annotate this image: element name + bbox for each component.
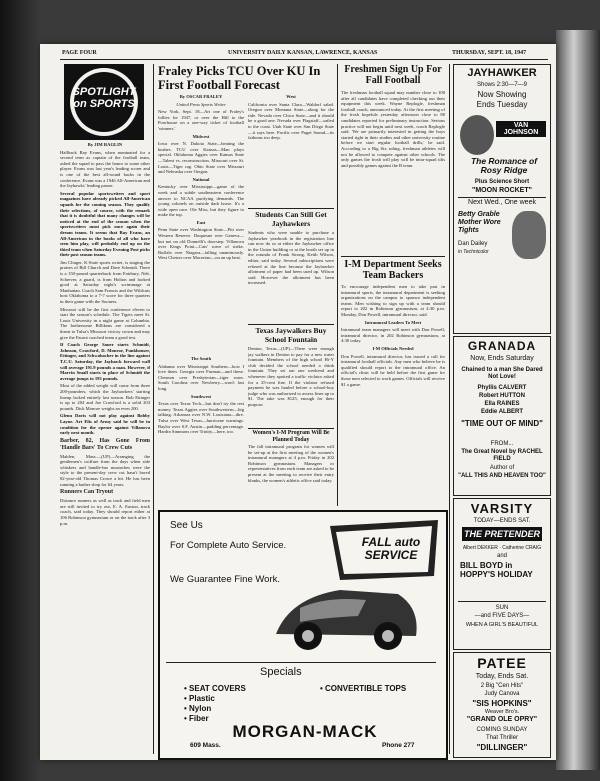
spotlight-paragraph: If Coach George Sauer starts Schmidt, Johnson, Crawford, D. Monroe, Funkhouser, Ettinger, and Schwabacher in the line against T.C.U. Saturday, the Jayhawk forward wall will average 191.9 pounds a man. However, if Marvin Small starts in place of Schmidt the average jumps to 193 pounds. bbox=[60, 342, 150, 381]
fraley-picks: Penn State over Washington State—Pitt over Western Reserve. Duquesne over Geneva—but not on old Donnelli's doorstep. Villanova over Kings Point—Cats' wave of strike. Buffalo over Niagara—falling unanimously. West Chester over Moravian—on an up beat. bbox=[158, 227, 244, 261]
freshmen-story bbox=[341, 90, 445, 254]
jayhawker-ad bbox=[453, 64, 551, 334]
column-rule bbox=[449, 64, 450, 754]
actress-portrait bbox=[512, 211, 546, 259]
jayhawker-film2: Betty Grable Mother Wore Tights bbox=[458, 211, 501, 234]
jayhawker-tech: in Technicolor bbox=[458, 249, 489, 255]
spotlight-paragraph: Several popular sportswriters and sport magazines have already picked All-American squads for the coming season. They qualify their selections, of course, with the remark that it is doubtful that many changes will be noticed at the end of the season when the sportswriters must pick once again their dream teams. It seems that Ray Evans, an All-American in the books of all who have seen him play, will probably end up on the third team when Saturday Evening Post picks their post season teams. bbox=[60, 190, 150, 258]
special-item-label: SEAT COVERS bbox=[189, 684, 246, 693]
freshmen-text: The freshman football squad may number close to 100 after all candidates have completed checking out their equipment this week. Wayne Replogle, freshman football coach, announced today. At the first meeting of the frosh hopefuls yesterday afternoon close to 80 candidates reported for preliminary instruction. Serious practice will not begin until next week, coach Replogle said. 'We are primarily interested in getting the boys started right in their studies and other university routine before we start regular football drills,' he said. According to a Big Six ruling, freshman athletes will not be allowed to compete against other schools. The only games the frosh will play will be intra-squad tilts and possibly games against the B team. bbox=[341, 90, 445, 168]
newspaper-page bbox=[40, 44, 556, 760]
patee-film2: "GRAND OLE OPRY" bbox=[466, 716, 538, 723]
granada-ad bbox=[453, 336, 551, 496]
patee-title: PATEE bbox=[477, 655, 527, 671]
special-item: • SEAT COVERS bbox=[184, 684, 246, 693]
header-rule bbox=[60, 59, 548, 60]
special-item: • Fiber bbox=[184, 714, 209, 723]
granada-cast: Eddie ALBERT bbox=[480, 409, 524, 415]
spotlight-paragraph: Halfback Ray Evans, when nominated for a second term as captain of the football team, asked the squad to pass the honor to some other player. Evans was last year's leading scorer and is one of the best all-round backs in the conference. Evans was a 1946 All-American and the Jayhawks' leading passer. bbox=[60, 149, 150, 189]
fraley-picks: Texas over Texas Tech—but don't try the rest money. Texas Aggies over Southwestern—big talking. Arkansas over N.W. Louisiana—dire. Tulsa over West Texas—hurricane warnings. Baylor over S.F. Austin—padding percentage. Hardin Simmons over Trinity—here, too. bbox=[158, 401, 244, 435]
convertible-tops: • CONVERTIBLE TOPS bbox=[320, 684, 407, 693]
masthead: UNIVERSITY DAILY KANSAN, LAWRENCE, KANSAS bbox=[228, 50, 378, 56]
students-story bbox=[248, 230, 334, 322]
womens-im-text: The fall intramural program for women will be set-up at the first meeting of the women's intramural managers at 4 p.m. Friday in 202 Robinson gymnasium. Managers or representatives from each team are asked to be present at the meeting to receive their entry blanks, the women's athletic office said today. bbox=[248, 444, 334, 483]
ad-rule bbox=[166, 662, 436, 663]
fraley-region: West bbox=[286, 94, 296, 99]
story-rule bbox=[341, 256, 445, 257]
granada-cast: Ella RAINES bbox=[484, 401, 520, 407]
granada-cast: Robert HUTTON bbox=[479, 393, 525, 399]
jayhawker-next: Next Wed., One week bbox=[468, 199, 536, 206]
granada-from: FROM... bbox=[490, 441, 514, 447]
varsity-sun: SUN bbox=[495, 605, 509, 611]
fountain-headline: Texas Jaywalkers Buy School Fountain bbox=[255, 326, 327, 344]
jayhawker-shows: Shows 2:30—7—9 bbox=[476, 82, 528, 88]
fraley-lead: New York, Sept. 18—Art one of Fraley's follies for 1947, or over the Hill to the Poorhouse on a one-way ticket of football 'winners.' bbox=[158, 109, 244, 131]
fountain-story bbox=[248, 346, 334, 426]
spotlight-paragraph: Missouri will be the first conference eleven to start the season's schedule. The Tigers meet St. Louis University in a night game at Columbia. The bothersome Billikens are considered a threat to Tulsa's Missouri victory crown and may give the Faurot coached team a good test. bbox=[60, 306, 150, 340]
patee-sub: That Thriller bbox=[486, 735, 518, 741]
runners-headline: Runners Can Tryout bbox=[60, 489, 114, 496]
fraley-picks: Alabama over Mississippi Southern—how I love them. Georgia over Furman—and these. Clemson over Presbyterian—tiger roars. South Carolina over Newberry—won't last long. bbox=[158, 363, 244, 391]
varsity-ends: TODAY—ENDS SAT. bbox=[473, 518, 531, 524]
fraley-column-1 bbox=[158, 94, 244, 354]
jayhawker-ends: Ends Tuesday bbox=[476, 100, 528, 109]
patee-ends: Today, Ends Sat. bbox=[475, 673, 529, 680]
convertible-label: CONVERTIBLE TOPS bbox=[325, 684, 407, 693]
page-number: PAGE FOUR bbox=[62, 50, 97, 56]
varsity-ad bbox=[453, 498, 551, 650]
varsity-film: THE PRETENDER bbox=[463, 529, 540, 539]
special-item: • Nylon bbox=[184, 704, 212, 713]
fraley-credit: United Press Sports Writer bbox=[176, 101, 226, 107]
spotlight-paragraph: Glenn Davis will not play against Bobby Layne. Art Elis of Army said he will be in condition for the opener against Villanova early next month. bbox=[60, 413, 150, 436]
granada-novel: The Great Novel by RACHEL FIELD bbox=[461, 449, 543, 462]
fraley-byline: By OSCAR FRALEY bbox=[179, 94, 223, 99]
patee-star: Judy Canova bbox=[484, 691, 520, 697]
spotlight-column bbox=[60, 142, 150, 754]
spotlight-byline: By JIM RAGLIN bbox=[87, 142, 123, 147]
morgan-mack-name: MORGAN-MACK bbox=[232, 722, 378, 741]
varsity-title: VARSITY bbox=[470, 501, 534, 516]
column-rule bbox=[153, 64, 154, 754]
actor-portrait bbox=[460, 115, 494, 155]
fraley-region: Midwest bbox=[192, 133, 210, 139]
students-headline: Students Can Still Get Jayhawkers bbox=[255, 210, 327, 228]
ad-rule bbox=[458, 197, 546, 198]
fraley-region: Southwest bbox=[190, 393, 212, 399]
fountain-text: Denton, Texas—(UP)—There were enough jay walkers in Denton to pay for a new water fountain. Members of the high school Hi-Y club decided the school needed a drink fountain. They set out one weekend and whenever they spotted a traffic violator asked for a 25-cent fine. If the violator refused payment he was hauled before a school-boy judge who was authorized to assess fines up to $1. The take was $125, enough for their purpose. bbox=[248, 346, 334, 407]
patee-film3: "DILLINGER" bbox=[476, 743, 528, 752]
ad-address: 609 Mass. bbox=[190, 742, 221, 749]
jayhawker-film: The Romance of Rosy Ridge bbox=[470, 156, 538, 175]
spotlight-paragraph: Jim Clinger, K-State sports writer, is singing the praises of Bill Church and Dave Schmidt. There is a 150-pound quarterback from Fairbury, Neb. Schrever, a guard, is from Holton and looked good at Saturday night's scrimmage at Manhattan. Coach Sam Francis and the Wildcats host Oklahoma to a 7-7 score for three quarters in their game with the Sooners. bbox=[60, 259, 150, 305]
varsity-cast: Albert DEKKER · Catherine CRAIG bbox=[462, 545, 542, 551]
granada-film2: "TIME OUT OF MIND" bbox=[461, 419, 543, 428]
im-story bbox=[341, 284, 445, 506]
fraley-picks: Kentucky over Mississippi—game of the week and a subtle southeastern conference answer to NCAA purifying demands. The young colonels on outside dark horse. It's a wide open race. Ole Miss, but they figure to make the top. bbox=[158, 184, 244, 218]
jayhawker-plus: Plus Science Short bbox=[474, 179, 530, 185]
barber-headline: Barber, 82, Has Gone From 'Handle Bars' To Crew Cuts bbox=[60, 437, 150, 451]
fraley-column-3 bbox=[248, 94, 334, 206]
fraley-region: National bbox=[192, 176, 210, 182]
im-subhead: Intramural Leaders To Meet bbox=[364, 319, 422, 325]
patee-hits: 2 Big "Cen Hits" bbox=[480, 683, 524, 689]
granada-book: "ALL THIS AND HEAVEN TOO" bbox=[458, 473, 546, 479]
jayhawker-now: Now Showing bbox=[477, 90, 527, 99]
spotlight-title: SPOTLIGHT on SPORTS bbox=[72, 86, 136, 110]
im-headline: I-M Department Seeks Team Backers bbox=[344, 259, 442, 281]
fraley-headline: Fraley Picks TCU Over KU In First Football Forecast bbox=[158, 64, 321, 92]
binding-shadow bbox=[0, 0, 40, 781]
story-rule bbox=[248, 428, 334, 429]
fraley-region: The South bbox=[190, 356, 212, 361]
ad-rule bbox=[458, 601, 546, 602]
fraley-picks: Iowa over N. Dakota State—beating the bushes. TCU over Kansas—Man plays special. Oklahoma Aggies over Kansas State—Talent vs. reconstruction. Missouri over St. Louis—Tiger rag. Ohio State over Missouri and Nebraska over Oregon. bbox=[158, 141, 244, 175]
barber-story: Malden, Mass.—(UP)—Arranging the gentlemen's coiffure from the days when side whiskers and handle-bar mustaches were the style to the present-day crew cut hasn't bored 82-year-old Thomas Crowe a bit. He has been running a barber shop for 64 years. bbox=[60, 453, 150, 487]
fall-service-sign: FALL auto SERVICE bbox=[361, 535, 421, 562]
varsity-film4: WHEN A GIRL'S BEAUTIFUL bbox=[465, 622, 539, 628]
granada-cast: Phyllis CALVERT bbox=[477, 385, 527, 391]
freshmen-headline: Freshmen Sign Up For Fall Football bbox=[344, 64, 442, 86]
jayhawker-star: VAN JOHNSON bbox=[496, 121, 546, 137]
im-text: Don Powell, intramural director, has issued a call for intramural football officials. Any men who believe he is qualified should report to the intramural office. An official's clinic will be held before the first game for those men selected to work games. Officials will receive $1 a game. bbox=[341, 353, 445, 387]
story-rule bbox=[248, 208, 334, 209]
varsity-and: and bbox=[496, 553, 507, 559]
fraley-picks: California over Santa Clara—Waldorf salad. Oregon over Montana State—along for the ride. Nevada over Chico State—and it should be a good one. Nevada over Flagstaff—sailed to the coast. Utah State over San Diego State—it says here. Pacific over Puget Sound—its fathoms too deep. bbox=[248, 101, 334, 141]
patee-also: Weaver Bro's. bbox=[484, 709, 520, 715]
special-item-label: Nylon bbox=[189, 704, 212, 713]
specials-title: Specials bbox=[260, 666, 302, 678]
jayhawker-star2: Dan Dailey bbox=[458, 241, 488, 247]
ad-line1: For Complete Auto Service. bbox=[170, 540, 287, 551]
im-text: Intramural team managers will meet with Don Powell, intramural director, in 202 Robinson gymnasium, at 4:30 today. bbox=[341, 327, 445, 344]
special-item-label: Fiber bbox=[189, 714, 209, 723]
patee-film: "SIS HOPKINS" bbox=[472, 699, 532, 708]
womens-im-headline: Women's I-M Program Will Be Planned Today bbox=[252, 430, 330, 443]
story-rule bbox=[248, 324, 334, 325]
jayhawker-short: "MOON ROCKET" bbox=[472, 187, 532, 194]
womens-im-story bbox=[248, 444, 334, 506]
issue-date: THURSDAY, SEPT. 18, 1947 bbox=[452, 50, 527, 56]
im-subhead: I-M Officials Needed bbox=[372, 345, 414, 351]
spotlight-logo bbox=[64, 64, 144, 140]
varsity-film3: —and FIVE DAYS— bbox=[474, 613, 530, 619]
morgan-mack-ad bbox=[158, 510, 448, 760]
fraley-region: East bbox=[196, 219, 206, 225]
spotlight-paragraph: Most of the added weight will come from three 200-pounders, which the Jayhawkers' starting lineup lacked entirely last season. Bob Ettinger is up to 204 and Joe Crawford is a solid 203 pounds. Dick Monroe weighs an even 200. bbox=[60, 383, 150, 411]
im-text: To encourage independent men to take part in intramural sports, the intramural department is seeking organizations on the campus to sponsor independent teams. Men wishing to sign up with a team should report to 202 in Robinson gymnasium, at 4:30 p.m. Monday, Don Powell, intramural director, said. bbox=[341, 284, 445, 317]
ad-line2: We Guarantee Fine Work. bbox=[170, 574, 281, 585]
special-item: • Plastic bbox=[184, 694, 215, 703]
students-text: Students who were unable to purchase a Jayhawker yearbook in the registration line can now do so at either the Jayhawker office in the Union building or at the booth set up in the rotunda of Frank Strong, Keith Wilson, editor, said today. Several subscriptions were refused at the line because the Jayhawker allotment of paper had been used up. Wilson said. However the allotment has been increased. bbox=[248, 230, 334, 286]
adjacent-page-edge bbox=[556, 30, 600, 770]
special-item-label: Plastic bbox=[189, 694, 215, 703]
column-rule bbox=[337, 64, 338, 506]
patee-ad bbox=[453, 652, 551, 758]
granada-title: GRANADA bbox=[467, 339, 537, 353]
runners-story: Distance runners as well as track and field men are still invited to try out, E. A. Easton, track coach, said today. They should report either at 106 Robinson gymnasium or on the track after 3 p.m. bbox=[60, 498, 150, 526]
ad-see-us: See Us bbox=[170, 520, 203, 531]
granada-ends: Now, Ends Saturday bbox=[470, 355, 534, 362]
fraley-column-2 bbox=[158, 356, 244, 506]
granada-author: Author of bbox=[489, 465, 515, 471]
ad-phone: Phone 277 bbox=[382, 742, 415, 749]
jayhawker-title: JAYHAWKER bbox=[467, 67, 537, 79]
granada-film: Chained to a man She Dared Not Love! bbox=[461, 367, 543, 380]
varsity-film2: BILL BOYD in HOPPY'S HOLIDAY bbox=[460, 561, 533, 579]
patee-coming: COMING SUNDAY bbox=[476, 727, 528, 733]
